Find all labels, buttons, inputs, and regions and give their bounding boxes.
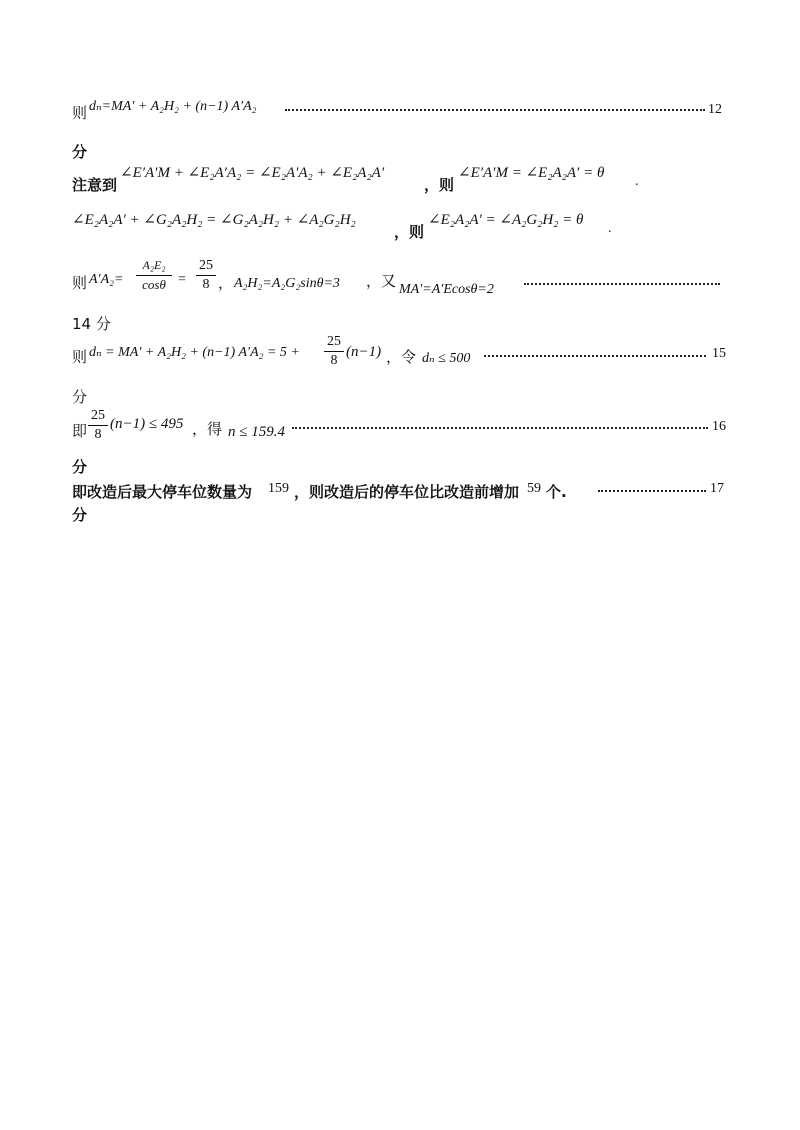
connector-text: ，又 xyxy=(366,272,397,290)
score-unit: 分 xyxy=(72,143,88,161)
formula-angle-sum: ∠E′A′M + ∠E₂A′A₂ = ∠E₂A′A₂ + ∠E₂A₂A′ xyxy=(120,165,385,181)
equals-sign: = xyxy=(178,272,186,287)
prefix-text: 即 xyxy=(72,422,88,440)
formula-dn-sum: dₙ = MA′ + A₂H₂ + (n−1) A′A₂ = 5 + xyxy=(89,345,300,360)
fraction-bar xyxy=(136,275,172,276)
period: . xyxy=(635,174,639,189)
score-label: 15 xyxy=(712,346,726,361)
fraction-25-8 xyxy=(88,408,108,443)
conclusion-text-c: 个. xyxy=(546,483,567,501)
dot-leader xyxy=(285,109,705,111)
fraction-bar xyxy=(88,425,108,426)
solution-line-12 xyxy=(72,96,732,130)
solution-line-16 xyxy=(72,408,732,448)
fraction-25-8 xyxy=(324,334,344,369)
score-unit: 分 xyxy=(72,458,88,476)
fraction-a2e2-cos xyxy=(136,258,172,294)
fraction-numerator: 25 xyxy=(91,408,105,423)
fraction-denominator: 8 xyxy=(94,427,102,442)
conclusion-number-b: 59 xyxy=(527,481,541,496)
solution-line-angle-1 xyxy=(72,160,732,194)
dot-leader xyxy=(484,355,706,357)
formula-a2h2: A₂H₂=A₂G₂sinθ=3 xyxy=(234,276,340,291)
prefix-text: 则 xyxy=(72,104,88,122)
conclusion-number-a: 159 xyxy=(268,481,289,496)
period: . xyxy=(608,221,612,236)
comma: ， xyxy=(218,274,234,292)
connector-text: ，则 xyxy=(394,223,425,241)
prefix-text: 注意到 xyxy=(72,176,118,194)
score-label: 16 xyxy=(712,419,726,434)
formula-theta: ∠E′A′M = ∠E₂A₂A′ = θ xyxy=(458,165,605,181)
formula-theta-2: ∠E₂A₂A′ = ∠A₂G₂H₂ = θ xyxy=(428,212,584,228)
fraction-denominator: cosθ xyxy=(142,277,166,292)
score-unit: 分 xyxy=(72,506,88,524)
fraction-bar xyxy=(196,275,216,276)
dot-leader xyxy=(292,427,708,429)
score-label: 17 xyxy=(710,481,724,496)
formula-dn-bound: dₙ ≤ 500 xyxy=(422,351,471,366)
fraction-numerator: 25 xyxy=(199,258,213,273)
formula-lhs: A′A₂= xyxy=(89,272,124,287)
fraction-25-8 xyxy=(196,258,216,293)
formula-ma: MA′=A′Ecosθ=2 xyxy=(399,282,494,297)
connector-text: ，令 xyxy=(386,348,417,366)
formula-dn: dₙ=MA′ + A₂H₂ + (n−1) A′A₂ xyxy=(89,99,257,114)
score-unit-line xyxy=(72,500,732,534)
prefix-text: 则 xyxy=(72,348,88,366)
score-unit: 分 xyxy=(72,388,88,406)
dot-leader xyxy=(598,490,706,492)
fraction-numerator: 25 xyxy=(327,334,341,349)
dot-leader xyxy=(524,283,720,285)
fraction-denominator: 8 xyxy=(330,353,338,368)
prefix-text: 则 xyxy=(72,274,88,292)
formula-inequality: (n−1) ≤ 495 xyxy=(110,416,184,432)
conclusion-text-a: 即改造后最大停车位数量为 xyxy=(72,483,253,501)
fraction-numerator: A₂E₂ xyxy=(142,258,166,272)
formula-tail: (n−1) xyxy=(346,344,382,360)
conclusion-text-b: ，则改造后的停车位比改造前增加 xyxy=(294,483,520,501)
fraction-bar xyxy=(324,351,344,352)
score-label: 12 xyxy=(708,102,722,117)
formula-angle-sum-2: ∠E₂A₂A′ + ∠G₂A₂H₂ = ∠G₂A₂H₂ + ∠A₂G₂H₂ xyxy=(72,212,356,228)
solution-line-15 xyxy=(72,336,732,376)
connector-text: ，得 xyxy=(192,420,223,438)
solution-line-angle-2 xyxy=(72,207,732,241)
fraction-denominator: 8 xyxy=(202,277,210,292)
score-unit: 14 分 xyxy=(72,315,111,333)
formula-n-bound: n ≤ 159.4 xyxy=(228,424,285,440)
connector-text: ，则 xyxy=(424,176,455,194)
solution-line-lengths xyxy=(72,258,732,302)
